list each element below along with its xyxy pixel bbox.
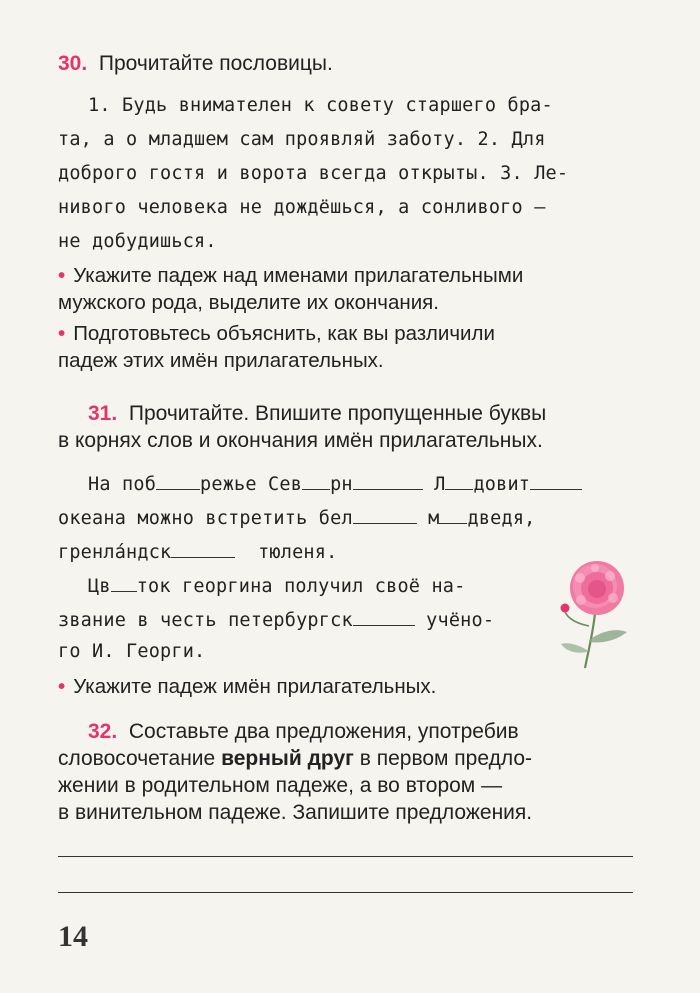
ex32-line4: в винительном падеже. Запишите предложения. (58, 801, 533, 824)
ex32-line1: 32. Составьте два предложения, употребив (88, 720, 519, 743)
blank-field[interactable] (439, 505, 467, 524)
ex30-text-line: не добудишься. (58, 231, 217, 252)
blank-field[interactable] (111, 573, 137, 592)
writing-line[interactable] (58, 856, 633, 857)
blank-field[interactable] (445, 471, 473, 490)
blank-field[interactable] (171, 539, 235, 558)
ex30-heading (58, 52, 333, 76)
ex30-number: 30. (58, 52, 88, 75)
bullet-icon: • (58, 322, 66, 345)
ex31-text-line6: го И. Георги. (58, 641, 206, 662)
ex31-heading-line2: в корнях слов и окончания имён прилагательных. (58, 429, 543, 452)
ex31-text-line2: океана можно встретить бел м дведя, (58, 505, 536, 529)
ex31-text-line1: На поб режье Сев рн Л довит (88, 471, 582, 495)
ex32-line2: словосочетание верный друг в первом предло- (58, 747, 532, 770)
page-number: 14 (58, 920, 88, 953)
ex30-heading-text: Прочитайте пословицы. (98, 52, 333, 75)
ex31-text-line3: гренла́ндск тюленя. (58, 539, 337, 563)
ex30-text-line: доброго гостя и ворота всегда открыты. 3. Ле- (58, 163, 569, 184)
ex31-heading-text: Прочитайте. Впишите пропущенные буквы (128, 402, 547, 425)
ex30-task1-line2: мужского рода, выделите их окончания. (58, 291, 439, 314)
blank-field[interactable] (353, 607, 415, 626)
ex31-number: 31. (88, 402, 118, 425)
ex31-task: • Укажите падеж имён прилагательных. (58, 675, 437, 698)
blank-field[interactable] (156, 471, 200, 490)
ex32-line3: жении в родительном падеже, а во втором — (58, 774, 503, 797)
bullet-icon: • (58, 675, 66, 698)
ex30-task2: • Подготовьтесь объяснить, как вы различили (58, 322, 495, 345)
blank-field[interactable] (353, 505, 417, 524)
writing-line[interactable] (58, 892, 633, 893)
blank-field[interactable] (530, 471, 582, 490)
ex31-heading (88, 402, 546, 426)
ex30-text-line: нивого человека не дождёшься, а сонливого — (58, 197, 546, 218)
ex30-task1: • Укажите падеж над именами прилагательными (58, 264, 524, 287)
bullet-icon: • (58, 264, 66, 287)
ex31-text-line5: звание в честь петербургск учёно- (58, 607, 494, 631)
ex30-text-line: та, а о младшем сам проявляй заботу. 2. Для (58, 129, 546, 150)
dahlia-flower-icon (555, 558, 635, 673)
blank-field[interactable] (353, 471, 423, 490)
ex32-number: 32. (88, 720, 118, 743)
blank-field[interactable] (302, 471, 330, 490)
ex30-text-line: 1. Будь внимателен к совету старшего бра- (88, 95, 553, 116)
ex31-text-line4: Цв ток георгина получил своё на- (88, 573, 466, 597)
keyword-phrase: верный друг (221, 747, 354, 770)
ex30-task2-line2: падеж этих имён прилагательных. (58, 349, 384, 372)
